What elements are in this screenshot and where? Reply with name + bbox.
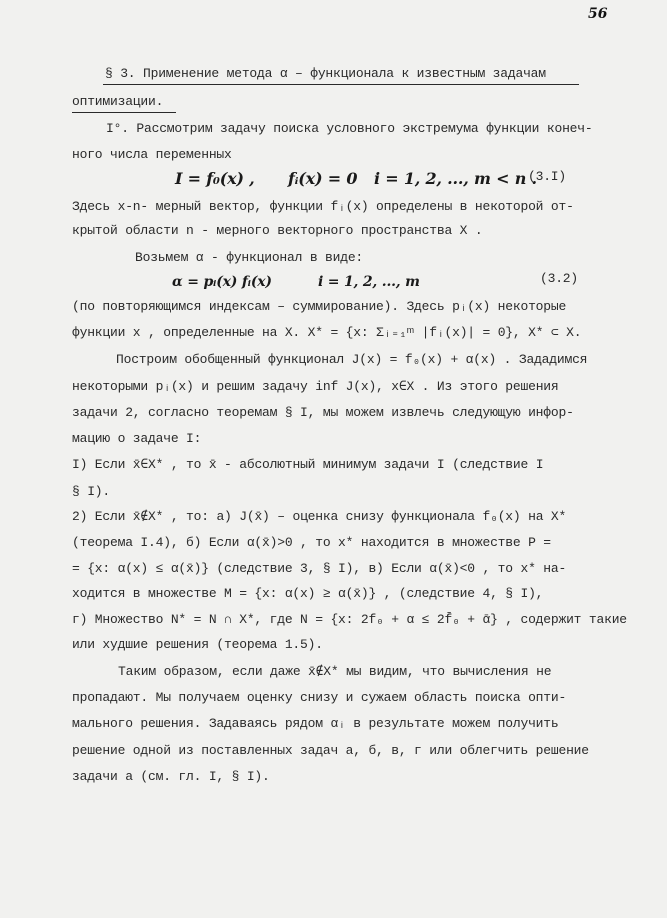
heading-underline-2 bbox=[72, 112, 176, 113]
paragraph-line: решение одной из поставленных задач а, б, в, г или облегчить решение bbox=[72, 743, 589, 758]
section-heading-continued: оптимизации. bbox=[72, 94, 164, 109]
paragraph-line: задачи а (см. гл. I, § I). bbox=[72, 769, 270, 784]
paragraph-line: задачи 2, согласно теоремам § I, мы можем извлечь следующую инфор- bbox=[72, 405, 574, 420]
paragraph-line: I°. Рассмотрим задачу поиска условного экстремума функции конеч- bbox=[106, 121, 593, 136]
section-heading: § 3. Применение метода α – функционала к известным задачам bbox=[105, 66, 546, 81]
paragraph-line: Здесь x-n- мерный вектор, функции fᵢ(x) определены в некоторой от- bbox=[72, 199, 574, 214]
equation-3-1-part-c: i = 1, 2, ..., m < n . bbox=[374, 169, 537, 188]
equation-3-1-part-a: I = f₀(x) , bbox=[175, 169, 255, 188]
paragraph-line: мального решения. Задаваясь рядом αᵢ в результате можем получить bbox=[72, 716, 559, 731]
page-number: 56 bbox=[588, 6, 608, 22]
equation-3-1-part-b: fᵢ(x) = 0 bbox=[288, 169, 358, 188]
paragraph-line: Таким образом, если даже x̄∉X* мы видим, что вычисления не bbox=[118, 664, 552, 679]
paragraph-line: Построим обобщенный функционал J(x) = f₀(x) + α(x) . Зададимся bbox=[116, 352, 588, 367]
paragraph-line: 2) Если x̄∉X* , то: а) J(x̄) – оценка снизу функционала f₀(x) на X* bbox=[72, 509, 567, 524]
paragraph-line: некоторыми pᵢ(x) и решим задачу inf J(x), x∈X . Из этого решения bbox=[72, 379, 559, 394]
paragraph-line: (теорема I.4), б) Если α(x̄)>0 , то x* находится в множестве P = bbox=[72, 535, 551, 550]
paragraph-line: Возьмем α - функционал в виде: bbox=[135, 250, 364, 265]
paragraph-line: мацию о задаче I: bbox=[72, 431, 202, 446]
paragraph-line: = {x: α(x) ≤ α(x̄)} (следствие 3, § I), в) Если α(x̄)<0 , то x* на- bbox=[72, 561, 567, 576]
equation-3-2-part-b: i = 1, 2, ..., m bbox=[318, 274, 420, 290]
paragraph-line: функции x , определенные на X. X* = {x: Σᵢ₌₁ᵐ |fᵢ(x)| = 0}, X* ⊂ X. bbox=[72, 325, 582, 340]
paragraph-line: ходится в множестве M = {x: α(x) ≥ α(x̄)} , (следствие 4, § I), bbox=[72, 586, 544, 601]
paragraph-line: пропадают. Мы получаем оценку снизу и сужаем область поиска опти- bbox=[72, 690, 567, 705]
paragraph-line: крытой области n - мерного векторного пространства X . bbox=[72, 223, 483, 238]
equation-3-2-number: (3.2) bbox=[540, 271, 579, 286]
paragraph-line: I) Если x̄∈X* , то x̄ - абсолютный минимум задачи I (следствие I bbox=[72, 457, 544, 472]
paragraph-line: ного числа переменных bbox=[72, 147, 232, 162]
equation-3-1-number: (3.I) bbox=[528, 169, 567, 184]
paragraph-line: § I). bbox=[72, 484, 111, 499]
paragraph-line: г) Множество N* = N ∩ X*, где N = {x: 2f₀ + α ≤ 2f̄₀ + ᾱ} , содержит такие bbox=[72, 612, 627, 627]
equation-3-2-part-a: α = pᵢ(x) fᵢ(x) bbox=[172, 274, 272, 290]
paragraph-line: или худшие решения (теорема 1.5). bbox=[72, 637, 323, 652]
paragraph-line: (по повторяющимся индексам – суммирование). Здесь pᵢ(x) некоторые bbox=[72, 299, 567, 314]
heading-underline bbox=[103, 84, 579, 85]
